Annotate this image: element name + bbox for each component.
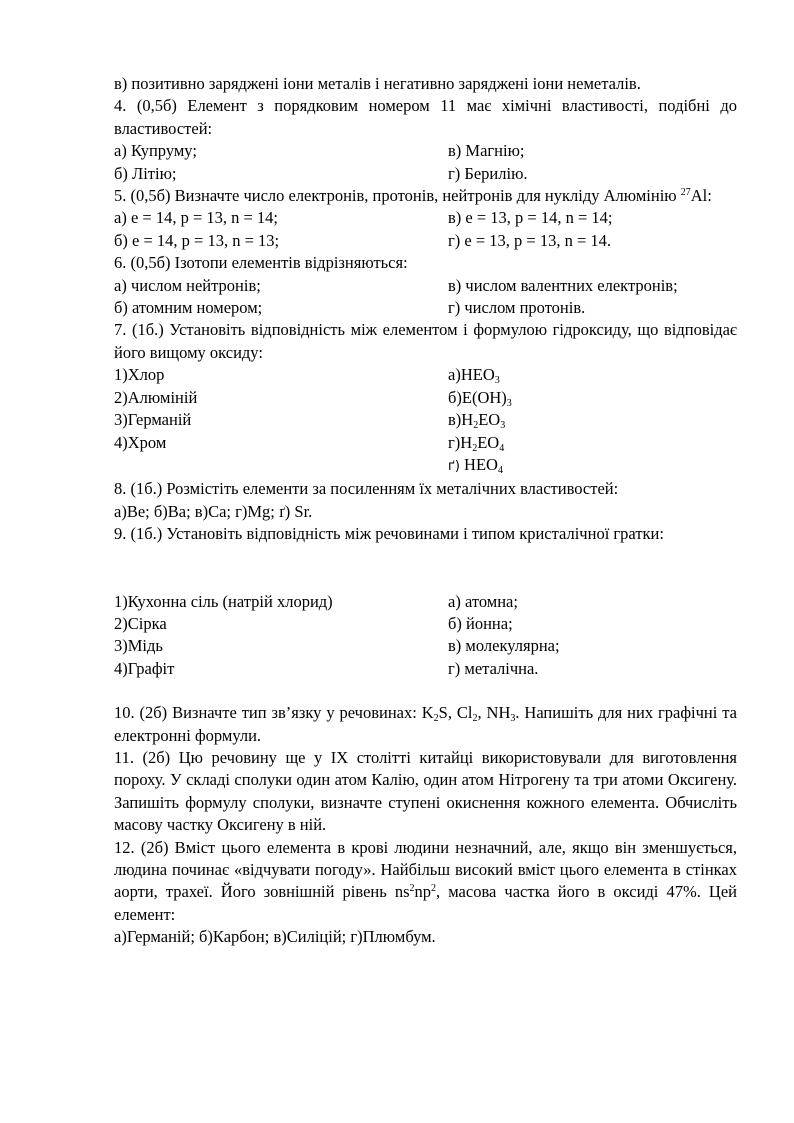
match-row [114,364,737,386]
substance-item: 1)Кухонна сіль (натрій хлорид) [114,591,333,611]
option-a: а) числом нейтронів; [114,275,261,295]
option-a: а) e = 14, p = 13, n = 14; [114,208,279,228]
question-7: 7. (1б.) Установіть відповідність між елементом і формулою гідроксиду, що відповідає його вищому оксиду: [114,320,737,362]
substance-item: 2)Сірка [114,613,167,633]
match-row [114,409,737,431]
options-row [114,230,737,252]
match-row [114,635,737,657]
match-row [114,387,737,409]
question-9: 9. (1б.) Установіть відповідність між речовинами і типом кристалічної гратки: [114,524,664,544]
question-5-text: 5. (0,5б) Визначте число електронів, протонів, нейтронів для нукліду Алюмінію [114,186,681,206]
option-v: в) Магнію; [448,141,525,161]
options-row [114,297,737,319]
option-g: г) числом протонів. [448,298,586,318]
element-item: 1)Хлор [114,365,165,385]
question-4: 4. (0,5б) Елемент з порядковим номером 11 має хімічні властивості, подібні до властивостей: [114,96,737,138]
match-row [114,432,737,454]
question-12: 12. (2б) Вміст цього елемента в крові людини незначний, але, якщо він зменшується, людина починає «відчувати погоду». Найбільш високий вміст цього елемента в стінках аорти, трахеї. Його зовнішній рівень $ns^2np^2$, масова частка його в оксиді 47%. Цей елемент: [114,837,737,924]
lattice-item: б) йонна; [448,613,513,633]
mass-number: 27 [680,187,691,199]
question-8: 8. (1б.) Розмістіть елементи за посиленням їх металічних властивостей: [114,479,619,499]
lattice-item: а) атомна; [448,591,518,611]
option-b: б) Літію; [114,163,177,183]
option-line: в) позитивно заряджені іони металів і негативно заряджені іони неметалів. [114,74,641,93]
document-page [114,73,737,949]
formula-item: $г)H_2EO_4$ [448,432,505,454]
option-b: б) e = 14, p = 13, n = 13; [114,230,280,250]
element-item: 3)Германій [114,410,192,430]
element-item: 4)Хром [114,432,167,452]
question-6: 6. (0,5б) Ізотопи елементів відрізняються: [114,253,408,273]
question-5 [114,185,737,207]
substance-item: 3)Мідь [114,636,163,656]
question-12-options: а)Германій; б)Карбон; в)Силіцій; г)Плюмбум. [114,927,436,947]
substance-item: 4)Графіт [114,658,175,678]
formula-item: $б)E(OH)_3$ [448,387,512,409]
option-g: г) Берилію. [448,163,528,183]
match-row [114,658,737,680]
option-a: а) Купруму; [114,141,197,161]
question-8-items: а)Be; б)Ba; в)Ca; г)Mg; ґ) Sr. [114,501,313,521]
match-row [114,454,737,478]
element-item: 2)Алюміній [114,387,198,407]
formula-item: $в)H_2EO_3$ [448,410,506,432]
question-11: 11. (2б) Цю речовину ще у IX столітті китайці використовували для виготовлення пороху. У складі сполуки один атом Калію, один атом Нітрогену та три атоми Оксигену. Запишіть формулу сполуки, визначте ступені окиснення кожного елемента. Обчисліть масову частку Оксигену в ній. [114,747,737,835]
options-row [114,207,737,229]
option-v: в) e = 13, p = 14, n = 14; [448,208,613,228]
formula-item: $а)HEO_3$ [448,365,500,387]
match-row [114,613,737,635]
options-row [114,163,737,185]
lattice-item: в) молекулярна; [448,636,560,656]
option-g: г) e = 13, p = 13, n = 14. [448,230,612,250]
element-symbol: Al: [690,186,712,206]
options-row [114,275,737,297]
lattice-item: г) металічна. [448,658,539,678]
question-10: 10. (2б) Визначте тип зв’язку у речовинах: $K_2S$, $Cl_2$, $NH_3$. Напишіть для них графічні та електронні формули. [114,703,737,745]
options-row [114,140,737,162]
option-b: б) атомним номером; [114,298,263,318]
formula-item: ґ) $HEO_4$ [448,454,503,476]
match-row [114,591,737,613]
option-v: в) числом валентних електронів; [448,275,678,295]
